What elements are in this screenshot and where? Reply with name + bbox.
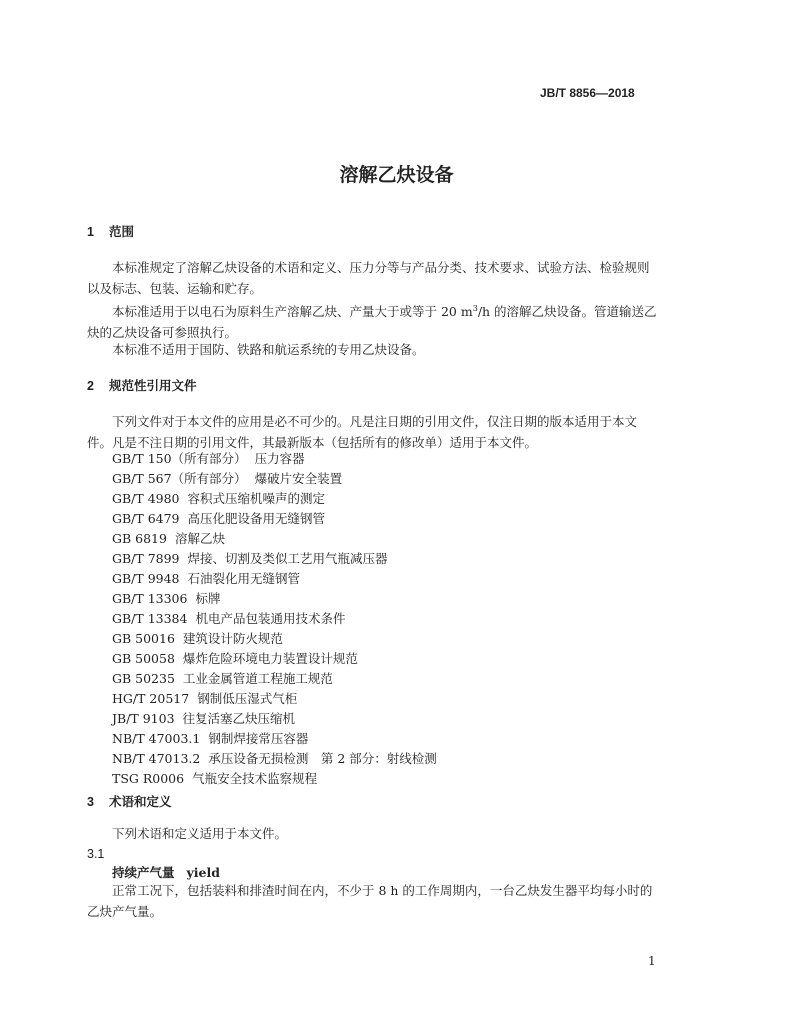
reference-item [112,469,342,487]
ref-title: 承压设备无损检测 第 2 部分：射线检测 [208,751,437,766]
ref-title: 高压化肥设备用无缝钢管 [187,511,326,526]
ref-code: GB 50058 [112,651,175,666]
ref-code: GB/T 13384 [112,611,188,626]
term-zh: 持续产气量 [112,865,175,880]
ref-title: 钢制低压湿式气柜 [197,691,298,706]
reference-item [112,549,388,567]
ref-code: HG/T 20517 [112,691,190,706]
ref-code: GB/T 6479 [112,511,180,526]
scope-paragraph-3: 本标准不适用于国防、铁路和航运系统的专用乙炔设备。 [112,342,425,357]
scope-paragraph-1: 本标准规定了溶解乙炔设备的术语和定义、压力分等与产品分类、技术要求、试验方法、检验规则以及标志、包装、运输和贮存。 [87,260,650,296]
page-number: 1 [648,954,656,968]
reference-item [112,489,325,507]
ref-code: JB/T 9103 [112,711,175,726]
ref-code: TSG R0006 [112,771,185,786]
ref-title: 建筑设计防火规范 [182,631,283,646]
ref-title: 爆破片安全装置 [254,471,343,486]
reference-item [112,589,220,607]
scope-p2-before: 本标准适用于以电石为原料生产溶解乙炔、产量大于或等于 20 m [112,304,473,320]
scope-p2-after: /h 的溶解乙炔设备。管道输送乙炔的乙炔设备可参照执行。 [87,304,657,340]
ref-title: 标牌 [195,591,221,606]
ref-code: GB/T 9948 [112,571,180,586]
term-definition: 正常工况下，包括装料和排渣时间在内，不少于 8 h 的工作周期内，一台乙炔发生器平均每小时的乙炔产气量。 [87,883,653,919]
reference-item [112,709,295,727]
ref-code: GB/T 567（所有部分） [112,471,247,486]
ref-code: GB 50016 [112,631,175,646]
reference-item [112,689,297,707]
standard-code: JB/T 8856—2018 [540,86,635,100]
ref-title: 爆炸危险环境电力装置设计规范 [182,651,358,666]
section-title: 术语和定义 [109,795,172,809]
ref-title: 机电产品包装通用技术条件 [195,611,346,626]
reference-item [112,649,358,667]
ref-title: 气瓶安全技术监察规程 [192,771,318,786]
terms-intro: 下列术语和定义适用于本文件。 [112,826,288,841]
scope-paragraph-2 [87,299,659,343]
normative-intro: 下列文件对于本文件的应用是必不可少的。凡是注日期的引用文件，仅注日期的版本适用于本文件。凡是不注日期的引用文件，其最新版本（包括所有的修改单）适用于本文件。 [87,414,638,450]
ref-code: NB/T 47013.2 [112,751,201,766]
reference-item [112,449,305,467]
ref-title: 容积式压缩机噪声的测定 [187,491,326,506]
ref-title: 钢制焊接常压容器 [208,731,309,746]
term-en: yield [186,865,220,880]
ref-title: 压力容器 [254,451,305,466]
ref-code: GB/T 13306 [112,591,188,606]
ref-code: GB/T 7899 [112,551,180,566]
document-title: 溶解乙炔设备 [339,165,454,186]
ref-code: GB/T 4980 [112,491,180,506]
ref-code: NB/T 47003.1 [112,731,201,746]
section-1-heading [87,222,134,240]
term-number: 3.1 [87,847,105,861]
reference-item [112,529,225,547]
ref-title: 溶解乙炔 [174,531,225,546]
reference-item [112,729,308,747]
reference-item [112,609,345,627]
term-heading [112,863,220,881]
reference-item [112,569,300,587]
ref-code: GB 6819 [112,531,167,546]
section-2-heading [87,376,197,394]
section-title: 规范性引用文件 [109,379,197,393]
reference-item [112,509,325,527]
reference-item [112,629,283,647]
section-number: 2 [87,379,94,393]
section-title: 范围 [109,225,135,239]
ref-title: 石油裂化用无缝钢管 [187,571,301,586]
reference-item [112,749,437,767]
section-number: 3 [87,795,94,809]
ref-code: GB 50235 [112,671,175,686]
section-number: 1 [87,225,94,239]
ref-code: GB/T 150（所有部分） [112,451,247,466]
ref-title: 往复活塞乙炔压缩机 [182,711,296,726]
reference-item [112,669,333,687]
scope-p2-superscript: 3 [472,304,478,313]
section-3-heading [87,792,172,810]
ref-title: 工业金属管道工程施工规范 [182,671,333,686]
ref-title: 焊接、切割及类似工艺用气瓶减压器 [187,551,388,566]
reference-item [112,769,317,787]
